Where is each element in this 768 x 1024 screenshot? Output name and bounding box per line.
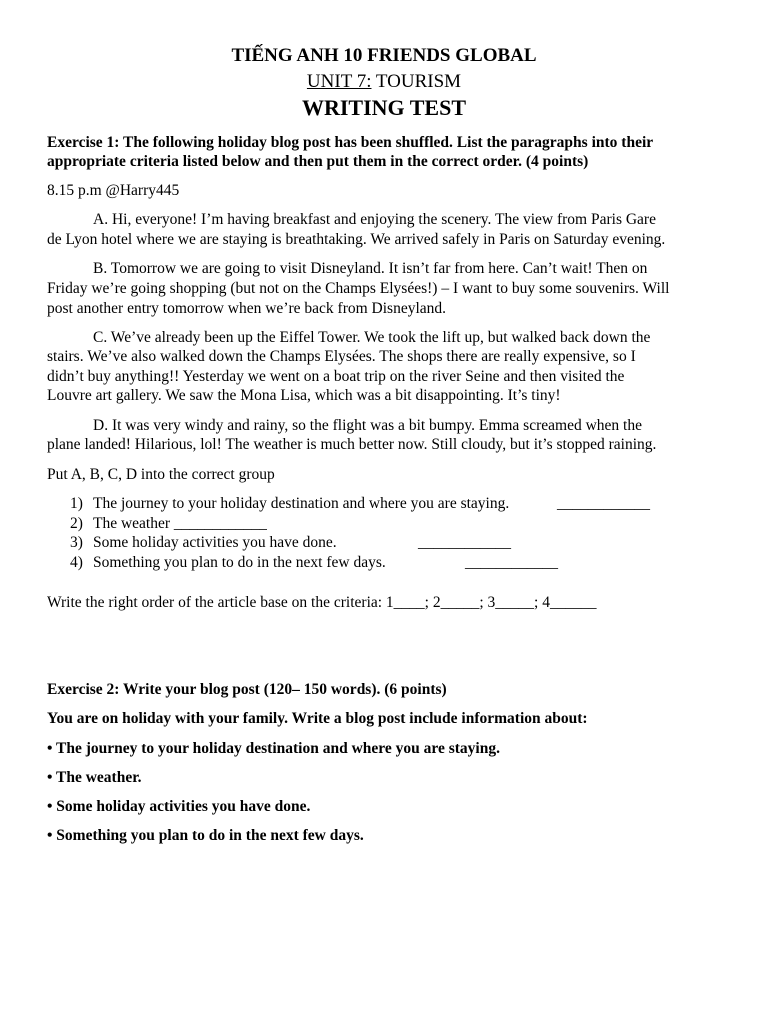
exercise2-bullet-3: • Some holiday activities you have done. — [47, 798, 311, 815]
paragraph-b-line1: B. Tomorrow we are going to visit Disneyland. It isn’t far from here. Can’t wait! Then on — [93, 260, 648, 277]
criteria-item-2 — [0, 514, 768, 533]
unit-title — [0, 71, 768, 93]
paragraph-c-line2: stairs. We’ve also walked down the Champs Elysées. The shops there are really expensive, so I — [47, 348, 636, 365]
answer-blank: ____________ — [465, 554, 558, 571]
paragraph-d-line2: plane landed! Hilarious, lol! The weather is much better now. Still cloudy, but it’s stopped raining. — [47, 436, 657, 453]
criteria-text: Some holiday activities you have done. — [93, 534, 337, 551]
paragraph-b-line2: Friday we’re going shopping (but not on the Champs Elysées!) – I want to buy some souvenirs. Will — [47, 280, 670, 297]
criteria-item-1 — [0, 494, 768, 513]
unit-name: TOURISM — [371, 71, 462, 92]
criteria-text: The weather ____________ — [93, 515, 267, 532]
criteria-text: Something you plan to do in the next few days. — [93, 554, 386, 571]
course-title: TIẾNG ANH 10 FRIENDS GLOBAL — [231, 45, 537, 66]
exercise2-prompt: You are on holiday with your family. Write a blog post include information about: — [47, 710, 588, 727]
post-meta: 8.15 p.m @Harry445 — [47, 182, 180, 199]
paragraph-c-line1: C. We’ve already been up the Eiffel Tower. We took the lift up, but walked back down the — [93, 329, 651, 346]
exercise1-instruction-line1: Exercise 1: The following holiday blog post has been shuffled. List the paragraphs into their — [47, 134, 654, 151]
criteria-item-4 — [0, 553, 768, 572]
paragraph-b-line3: post another entry tomorrow when we’re back from Disneyland. — [47, 300, 447, 317]
order-prompt: Write the right order of the article base on the criteria: 1____; 2_____; 3_____; 4______ — [47, 594, 597, 611]
exercise2-bullet-4: • Something you plan to do in the next few days. — [47, 827, 364, 844]
test-title: WRITING TEST — [301, 95, 467, 120]
criteria-number: 3) — [70, 534, 83, 551]
paragraph-c-line3: didn’t buy anything!! Yesterday we went on a boat trip on the river Seine and then visited the — [47, 368, 625, 385]
exercise2-bullet-2: • The weather. — [47, 769, 142, 786]
answer-blank: ____________ — [557, 495, 650, 512]
unit-label: UNIT 7: — [306, 71, 372, 92]
criteria-number: 2) — [70, 515, 83, 532]
criteria-item-3 — [0, 533, 768, 552]
group-prompt: Put A, B, C, D into the correct group — [47, 466, 275, 483]
criteria-number: 1) — [70, 495, 83, 512]
answer-blank: ____________ — [418, 534, 511, 551]
paragraph-a-line2: de Lyon hotel where we are staying is breathtaking. We arrived safely in Paris on Saturday evening. — [47, 231, 666, 248]
paragraph-c-line4: Louvre art gallery. We saw the Mona Lisa, which was a bit disappointing. It’s tiny! — [47, 387, 561, 404]
paragraph-d-line1: D. It was very windy and rainy, so the flight was a bit bumpy. Emma screamed when the — [93, 417, 642, 434]
exercise2-bullet-1: • The journey to your holiday destination and where you are staying. — [47, 740, 500, 757]
exercise1-instruction-line2: appropriate criteria listed below and then put them in the correct order. (4 points) — [47, 153, 589, 170]
criteria-text: The journey to your holiday destination and where you are staying. — [93, 495, 510, 512]
exercise2-heading: Exercise 2: Write your blog post (120– 150 words). (6 points) — [47, 681, 447, 698]
paragraph-a-line1: A. Hi, everyone! I’m having breakfast and enjoying the scenery. The view from Paris Gare — [93, 211, 656, 228]
criteria-number: 4) — [70, 554, 83, 571]
